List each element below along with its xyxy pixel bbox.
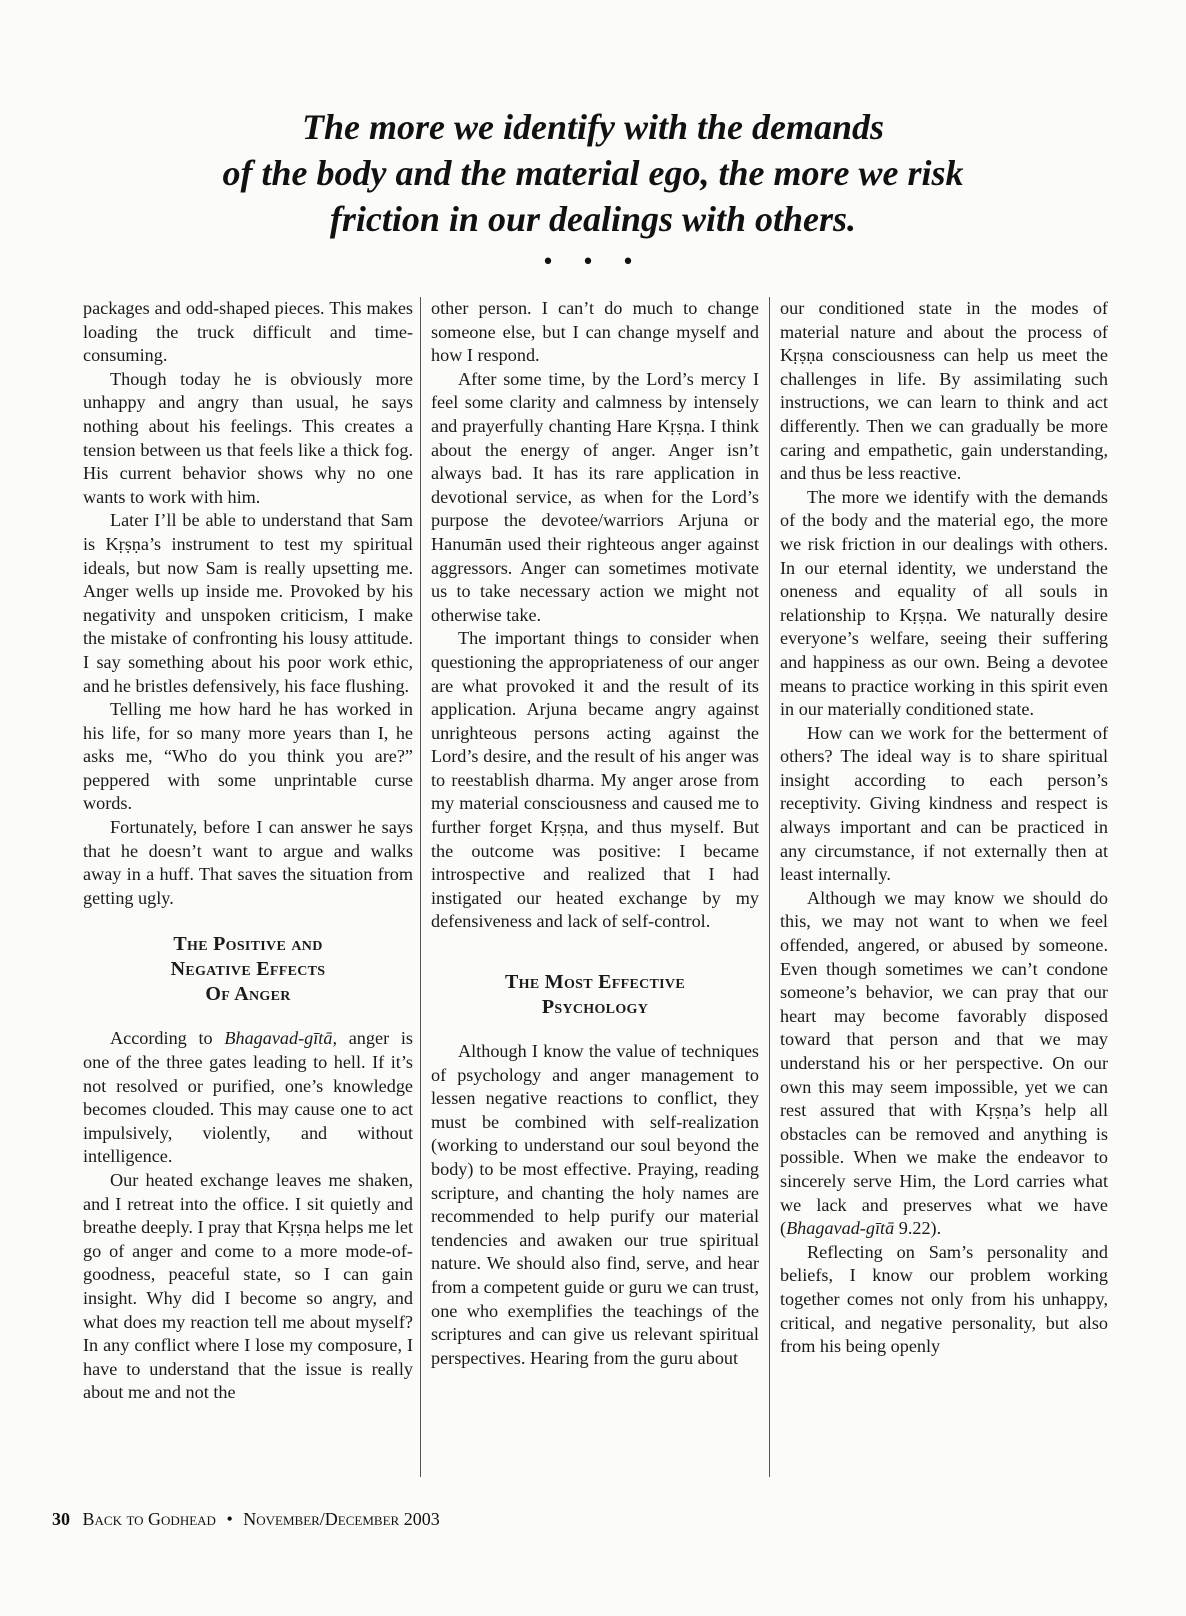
column-divider: [769, 297, 770, 1477]
paragraph: After some time, by the Lord’s mercy I feel some clarity and calmness by intensely and prayerfully chanting Hare Kṛṣṇa. I think about the energy of anger. Anger isn’t always bad. It has its rare application in devotional service, as when for the Lord’s purpose the devotee/warriors Arjuna or Hanumān used their righteous anger against aggressors. Anger can sometimes motivate us to take necessary action we might not otherwise take.: [431, 368, 759, 625]
column-3: [780, 297, 1108, 1477]
heading-line: The Most Effective: [505, 971, 685, 994]
paragraph: The more we identify with the demands of the body and the material ego, the more we risk friction in our dealings with others. In our eternal identity, we understand the oneness and equality of all souls in relationship to Kṛṣṇa. We naturally desire everyone’s welfare, seeing their suffering and happiness as our own. Being a devotee means to practice working in this spirit even in our materially conditioned state.: [780, 486, 1108, 720]
paragraph: Our heated exchange leaves me shaken, and I retreat into the office. I sit quietly and breathe deeply. I pray that Kṛṣṇa helps me let go of anger and come to a more mode-of-goodness, peaceful state, so I can gain insight. Why did I become so angry, and what does my reaction tell me about myself? In any conflict where I lose my composure, I have to understand that the issue is really about me and not the: [83, 1170, 413, 1403]
heading-line: Negative Effects: [170, 958, 326, 981]
pull-quote-line: The more we identify with the demands: [302, 107, 884, 147]
page-number: 30: [52, 1509, 70, 1529]
page-footer: [52, 1509, 440, 1530]
column-1: [83, 297, 413, 1477]
paragraph: [780, 887, 1108, 1241]
text-run: 9.22).: [894, 1218, 942, 1239]
book-title: Bhagavad-gītā,: [224, 1028, 338, 1049]
column-divider: [420, 297, 421, 1477]
text-run: According to: [110, 1028, 225, 1049]
text-run: Although we may know we should do this, we may not want to when we feel offended, angered, or abused by someone. Even though sometimes we can’t condone someone’s behavior, we can pray that our heart may become favorably disposed toward that person and that we may understand his or her perspective. On our own this may seem impossible, yet we can rest assured that with Kṛṣṇa’s help all obstacles can be removed and anything is possible. When we make the endeavor to sincerely serve Him, the Lord carries what we lack and preserves what we have (: [780, 887, 1108, 1239]
paragraph: The important things to consider when questioning the appropriateness of our anger are what provoked it and the result of its application. Arjuna became angry against unrighteous persons acting against the Lord’s desire, and the result of his anger was to reestablish dharma. My anger arose from my material consciousness and caused me to further forget Kṛṣṇa, and thus myself. But the outcome was positive: I became introspective and realized that I had instigated our heated exchange by my defensiveness and lack of self-control.: [431, 628, 759, 932]
separator-bullets: • • •: [541, 250, 645, 275]
paragraph: Though today he is obviously more unhappy and angry than usual, he says nothing about his feelings. This creates a tension between us that feels like a thick fog. His current behavior shows why no one wants to work with him.: [83, 368, 413, 507]
heading-line: The Positive and: [173, 933, 323, 956]
column-2: [431, 297, 759, 1477]
issue-date: November/December 2003: [243, 1509, 440, 1529]
heading-line: Psychology: [541, 996, 649, 1019]
heading-line: Of Anger: [205, 983, 291, 1006]
paragraph: other person. I can’t do much to change someone else, but I can change myself and how I respond.: [431, 298, 759, 366]
pull-quote: [120, 104, 1066, 242]
footer-bullet: •: [226, 1509, 233, 1529]
paragraph: our conditioned state in the modes of material nature and about the process of Kṛṣṇa consciousness can help us meet the challenges in life. By assimilating such instructions, we can learn to think and act differently. Then we can gradually be more caring and empathetic, gain understanding, and thus be less reactive.: [780, 298, 1108, 484]
section-heading: [83, 932, 413, 1007]
book-title: Bhagavad-gītā: [786, 1218, 895, 1239]
paragraph: [83, 1027, 413, 1169]
text-run: anger is one of the three gates leading to hell. If it’s not resolved or purified, one’s knowledge becomes clouded. This may cause one to act impulsively, violently, and without intelligence.: [83, 1028, 413, 1167]
magazine-name: Back to Godhead: [82, 1509, 216, 1529]
pull-quote-line: of the body and the material ego, the more we risk: [222, 153, 964, 193]
paragraph: Later I’ll be able to understand that Sam is Kṛṣṇa’s instrument to test my spiritual ideals, but now Sam is really upsetting me. Anger wells up inside me. Provoked by his negativity and unspoken criticism, I make the mistake of confronting his lousy attitude. I say something about his poor work ethic, and he bristles defensively, his face flushing.: [83, 510, 413, 696]
paragraph: Although I know the value of techniques of psychology and anger management to lessen negative reactions to conflict, they must be combined with self-realization (working to understand our soul beyond the body) to be most effective. Praying, reading scripture, and chanting the holy names are recommended to help purify our material tendencies and awaken our true spiritual nature. We should also find, serve, and hear from a competent guide or guru we can trust, one who exemplifies the teachings of the scriptures and can give us relevant spiritual perspectives. Hearing from the guru about: [431, 1041, 759, 1368]
paragraph: Telling me how hard he has worked in his life, for so many more years than I, he asks me, “Who do you think you are?” peppered with some unprintable curse words.: [83, 699, 413, 814]
paragraph: Fortunately, before I can answer he says that he doesn’t want to argue and walks away in a huff. That saves the situation from getting ugly.: [83, 817, 413, 908]
paragraph: How can we work for the betterment of others? The ideal way is to share spiritual insight according to each person’s receptivity. Giving kindness and respect is always important and can be practiced in any circumstance, if not externally then at least internally.: [780, 722, 1108, 885]
section-heading: [431, 970, 759, 1020]
pull-quote-line: friction in our dealings with others.: [329, 199, 857, 239]
paragraph: Reflecting on Sam’s personality and beliefs, I know our problem working together comes not only from his unhappy, critical, and negative personality, but also from his being openly: [780, 1241, 1108, 1357]
paragraph: packages and odd-shaped pieces. This makes loading the truck difficult and time-consuming.: [83, 298, 413, 366]
